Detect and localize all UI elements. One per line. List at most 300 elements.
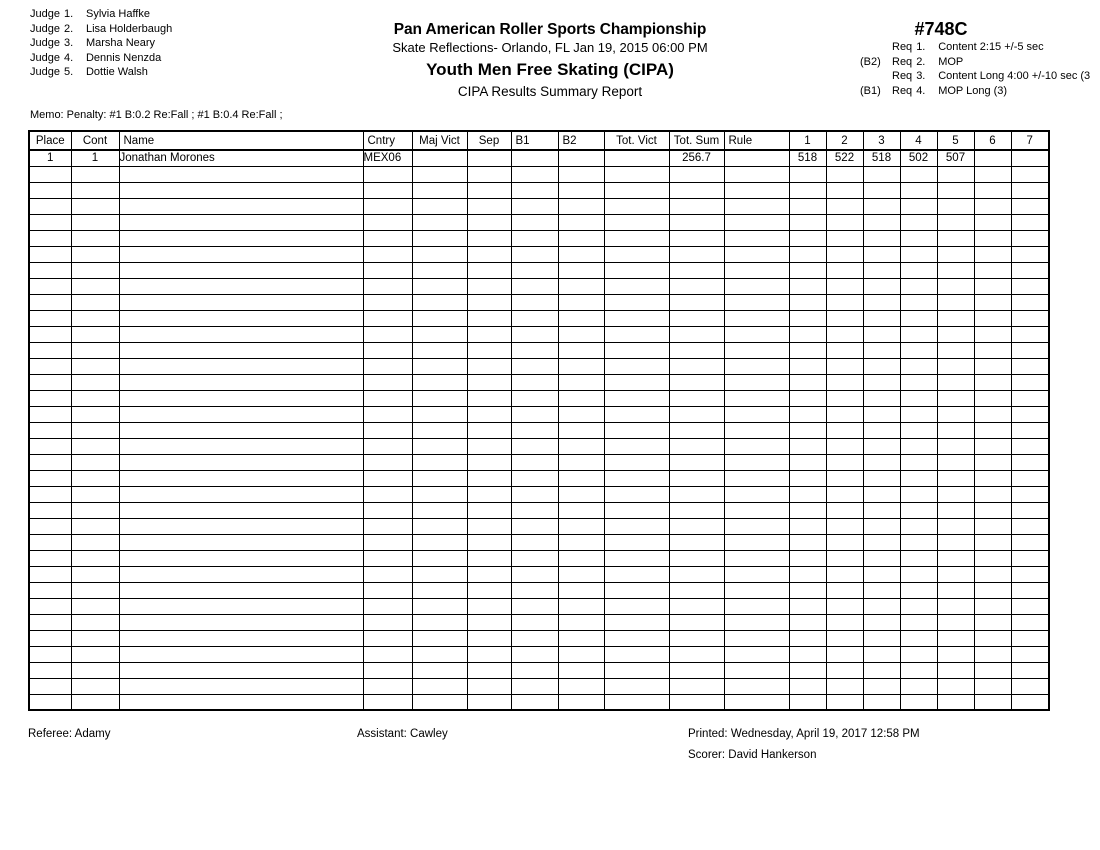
referee-label: Referee: Adamy [28,728,111,740]
cell-j2 [826,294,863,310]
cell-sep [467,470,511,486]
cell-maj_vict [412,278,467,294]
cell-j7 [1011,150,1049,166]
cell-cntry [363,406,412,422]
cell-cntry [363,278,412,294]
cell-tot_vict [604,550,669,566]
cell-j1 [789,230,826,246]
cell-cntry [363,358,412,374]
cell-sep [467,454,511,470]
cell-j6 [974,166,1011,182]
cell-sep [467,550,511,566]
cell-j4 [900,646,937,662]
cell-tot_sum [669,454,724,470]
cell-place [29,406,71,422]
cell-cntry [363,230,412,246]
cell-b1 [511,374,558,390]
judge-name: Dennis Nenzda [85,51,162,64]
table-row[interactable] [29,454,1049,470]
table-row[interactable] [29,150,1049,166]
cell-place [29,182,71,198]
cell-maj_vict [412,582,467,598]
cell-sep [467,566,511,582]
table-row[interactable] [29,262,1049,278]
cell-j2 [826,230,863,246]
cell-b1 [511,662,558,678]
table-row[interactable] [29,518,1049,534]
table-row[interactable] [29,646,1049,662]
cell-b2 [558,262,604,278]
cell-j2 [826,486,863,502]
cell-cntry [363,214,412,230]
judge-number: 3. [63,37,74,49]
cell-cont [71,262,119,278]
cell-j5 [937,406,974,422]
table-row[interactable] [29,358,1049,374]
table-row[interactable] [29,470,1049,486]
cell-sep [467,278,511,294]
cell-cntry [363,566,412,582]
cell-j5 [937,166,974,182]
cell-name [119,310,363,326]
cell-j2 [826,246,863,262]
cell-j7 [1011,294,1049,310]
cell-cntry [363,582,412,598]
cell-cntry [363,454,412,470]
cell-sep [467,246,511,262]
cell-j2 [826,630,863,646]
cell-name [119,262,363,278]
cell-rule [724,502,789,518]
cell-j4 [900,598,937,614]
cell-tot_sum [669,662,724,678]
cell-j1 [789,614,826,630]
cell-cntry [363,294,412,310]
judge-label: Judge [30,22,60,35]
cell-name [119,230,363,246]
cell-j5 [937,566,974,582]
table-row[interactable] [29,422,1049,438]
requirements-list [860,40,1100,98]
cell-cntry [363,262,412,278]
cell-cont [71,390,119,406]
cell-maj_vict [412,678,467,694]
cell-j3 [863,390,900,406]
cell-cont [71,614,119,630]
cell-tot_vict [604,454,669,470]
cell-rule [724,182,789,198]
table-row[interactable] [29,294,1049,310]
cell-tot_sum [669,326,724,342]
cell-j5: 507 [937,150,974,166]
cell-cont [71,598,119,614]
cell-name [119,358,363,374]
cell-sep [467,150,511,166]
cell-j6 [974,198,1011,214]
cell-tot_vict [604,342,669,358]
cell-j1 [789,598,826,614]
cell-b2 [558,694,604,710]
cell-place [29,198,71,214]
cell-cntry [363,518,412,534]
cell-j2 [826,278,863,294]
cell-j3 [863,310,900,326]
cell-tot_sum [669,518,724,534]
cell-sep [467,486,511,502]
requirement-row [860,69,1100,84]
cell-maj_vict [412,518,467,534]
cell-cntry [363,342,412,358]
judge-name: Dottie Walsh [85,66,148,78]
cell-j4 [900,230,937,246]
cell-j3 [863,294,900,310]
cell-tot_sum: 256.7 [669,150,724,166]
cell-b2 [558,390,604,406]
cell-place [29,646,71,662]
cell-tot_vict [604,358,669,374]
cell-j6 [974,502,1011,518]
cell-sep [467,326,511,342]
cell-j5 [937,278,974,294]
table-row[interactable] [29,662,1049,678]
cell-rule [724,582,789,598]
column-header-maj_vict: Maj Vict [412,131,467,150]
cell-cont: 1 [71,150,119,166]
cell-tot_sum [669,582,724,598]
cell-b2 [558,294,604,310]
cell-cntry [363,438,412,454]
table-row[interactable] [29,342,1049,358]
cell-j2 [826,598,863,614]
cell-j6 [974,662,1011,678]
column-header-j6: 6 [974,131,1011,150]
cell-tot_vict [604,278,669,294]
cell-maj_vict [412,470,467,486]
cell-b2 [558,630,604,646]
cell-cntry [363,678,412,694]
cell-j3 [863,454,900,470]
cell-place [29,310,71,326]
cell-j1 [789,566,826,582]
cell-sep [467,598,511,614]
cell-b2 [558,646,604,662]
cell-j4 [900,694,937,710]
cell-sep [467,390,511,406]
cell-cntry [363,486,412,502]
cell-tot_sum [669,230,724,246]
cell-maj_vict [412,342,467,358]
cell-j5 [937,678,974,694]
table-row[interactable] [29,582,1049,598]
cell-cont [71,358,119,374]
cell-b1 [511,646,558,662]
cell-b2 [558,502,604,518]
cell-name [119,406,363,422]
table-row[interactable] [29,198,1049,214]
cell-j5 [937,342,974,358]
cell-j5 [937,310,974,326]
table-row[interactable] [29,390,1049,406]
cell-j6 [974,342,1011,358]
cell-j1 [789,486,826,502]
cell-cont [71,278,119,294]
column-header-sep: Sep [467,131,511,150]
cell-j5 [937,582,974,598]
cell-cont [71,406,119,422]
cell-j1 [789,502,826,518]
cell-sep [467,518,511,534]
cell-j2 [826,614,863,630]
cell-tot_vict [604,230,669,246]
cell-j3 [863,246,900,262]
cell-cont [71,518,119,534]
cell-tot_vict [604,214,669,230]
requirement-number: 3. [916,70,926,82]
cell-j4 [900,294,937,310]
cell-j4 [900,406,937,422]
cell-j4 [900,502,937,518]
cell-cntry [363,502,412,518]
table-row[interactable] [29,310,1049,326]
cell-cont [71,534,119,550]
cell-cont [71,662,119,678]
cell-b1 [511,326,558,342]
cell-j3 [863,630,900,646]
cell-b2 [558,374,604,390]
table-row[interactable] [29,326,1049,342]
requirement-number: 1. [916,41,926,53]
cell-b2 [558,582,604,598]
cell-maj_vict [412,214,467,230]
cell-b2 [558,422,604,438]
table-row[interactable] [29,486,1049,502]
cell-b1 [511,630,558,646]
cell-j6 [974,326,1011,342]
table-row[interactable] [29,374,1049,390]
cell-j7 [1011,230,1049,246]
cell-tot_vict [604,294,669,310]
table-row[interactable] [29,598,1049,614]
cell-j1 [789,198,826,214]
cell-tot_sum [669,678,724,694]
cell-cont [71,326,119,342]
cell-b1 [511,310,558,326]
table-row[interactable] [29,694,1049,710]
table-row[interactable] [29,278,1049,294]
cell-j3 [863,374,900,390]
cell-j2 [826,358,863,374]
cell-j3 [863,470,900,486]
cell-j7 [1011,278,1049,294]
cell-j2 [826,550,863,566]
table-row[interactable] [29,534,1049,550]
cell-b2 [558,518,604,534]
table-row[interactable] [29,630,1049,646]
cell-cont [71,566,119,582]
cell-j1 [789,390,826,406]
cell-tot_vict [604,326,669,342]
cell-cont [71,182,119,198]
cell-j7 [1011,614,1049,630]
judge-label: Judge [30,8,60,20]
table-row[interactable] [29,566,1049,582]
cell-cntry [363,390,412,406]
table-row[interactable] [29,438,1049,454]
cell-tot_vict [604,166,669,182]
cell-j2 [826,214,863,230]
cell-name: Jonathan Morones [119,150,363,166]
cell-sep [467,630,511,646]
cell-j3 [863,182,900,198]
cell-place [29,534,71,550]
cell-j1 [789,518,826,534]
column-header-j5: 5 [937,131,974,150]
cell-j6 [974,390,1011,406]
cell-cntry [363,550,412,566]
cell-name [119,566,363,582]
cell-sep [467,310,511,326]
cell-sep [467,438,511,454]
cell-tot_sum [669,278,724,294]
cell-j6 [974,518,1011,534]
cell-j4 [900,566,937,582]
requirement-label: Req [892,55,913,68]
table-row[interactable] [29,678,1049,694]
column-header-j1: 1 [789,131,826,150]
cell-maj_vict [412,230,467,246]
cell-sep [467,374,511,390]
table-row[interactable] [29,246,1049,262]
cell-cntry: MEX06 [363,150,412,166]
cell-name [119,630,363,646]
cell-j2 [826,502,863,518]
cell-j2 [826,438,863,454]
cell-cont [71,582,119,598]
cell-j7 [1011,454,1049,470]
table-row[interactable] [29,166,1049,182]
cell-maj_vict [412,358,467,374]
table-row[interactable] [29,502,1049,518]
cell-j1 [789,326,826,342]
cell-j7 [1011,342,1049,358]
table-row[interactable] [29,182,1049,198]
cell-sep [467,662,511,678]
cell-j7 [1011,326,1049,342]
cell-place [29,454,71,470]
cell-rule [724,358,789,374]
cell-rule [724,262,789,278]
cell-j2 [826,662,863,678]
cell-b2 [558,566,604,582]
table-row[interactable] [29,550,1049,566]
cell-rule [724,326,789,342]
table-row[interactable] [29,230,1049,246]
cell-rule [724,422,789,438]
cell-j4 [900,470,937,486]
cell-j5 [937,614,974,630]
cell-j7 [1011,566,1049,582]
cell-b2 [558,598,604,614]
cell-name [119,518,363,534]
cell-j3 [863,278,900,294]
cell-place [29,470,71,486]
cell-j6 [974,534,1011,550]
cell-j4 [900,358,937,374]
cell-maj_vict [412,630,467,646]
cell-name [119,694,363,710]
cell-place [29,486,71,502]
cell-j3 [863,486,900,502]
cell-tot_sum [669,550,724,566]
cell-j5 [937,294,974,310]
cell-tot_sum [669,486,724,502]
cell-sep [467,614,511,630]
requirement-text: MOP Long (3) [938,84,1008,97]
cell-j1 [789,550,826,566]
cell-place [29,326,71,342]
cell-cntry [363,422,412,438]
cell-sep [467,182,511,198]
cell-maj_vict [412,182,467,198]
cell-maj_vict [412,646,467,662]
cell-j6 [974,614,1011,630]
cell-name [119,390,363,406]
cell-sep [467,406,511,422]
cell-j5 [937,694,974,710]
cell-b1 [511,582,558,598]
cell-maj_vict [412,166,467,182]
table-row[interactable] [29,214,1049,230]
cell-j7 [1011,198,1049,214]
cell-j1 [789,310,826,326]
cell-j4 [900,534,937,550]
cell-maj_vict [412,534,467,550]
cell-j3 [863,214,900,230]
cell-j3 [863,166,900,182]
cell-b2 [558,166,604,182]
cell-sep [467,166,511,182]
cell-j3 [863,422,900,438]
cell-j7 [1011,678,1049,694]
cell-j5 [937,422,974,438]
cell-j2 [826,166,863,182]
table-row[interactable] [29,614,1049,630]
event-title: Pan American Roller Sports Championship [393,21,707,38]
cell-place [29,550,71,566]
cell-j2 [826,182,863,198]
cell-j5 [937,534,974,550]
cell-j4 [900,246,937,262]
cell-maj_vict [412,422,467,438]
cell-j3 [863,502,900,518]
venue-line: Skate Reflections- Orlando, FL Jan 19, 2015 06:00 PM [392,40,708,55]
cell-sep [467,342,511,358]
cell-sep [467,582,511,598]
cell-place [29,294,71,310]
cell-j1 [789,582,826,598]
cell-maj_vict [412,198,467,214]
cell-rule [724,374,789,390]
cell-tot_vict [604,534,669,550]
column-header-name: Name [119,131,363,150]
column-header-j3: 3 [863,131,900,150]
cell-j5 [937,470,974,486]
cell-j7 [1011,534,1049,550]
judge-row [30,22,172,37]
cell-j3 [863,662,900,678]
cell-j1 [789,694,826,710]
table-row[interactable] [29,406,1049,422]
